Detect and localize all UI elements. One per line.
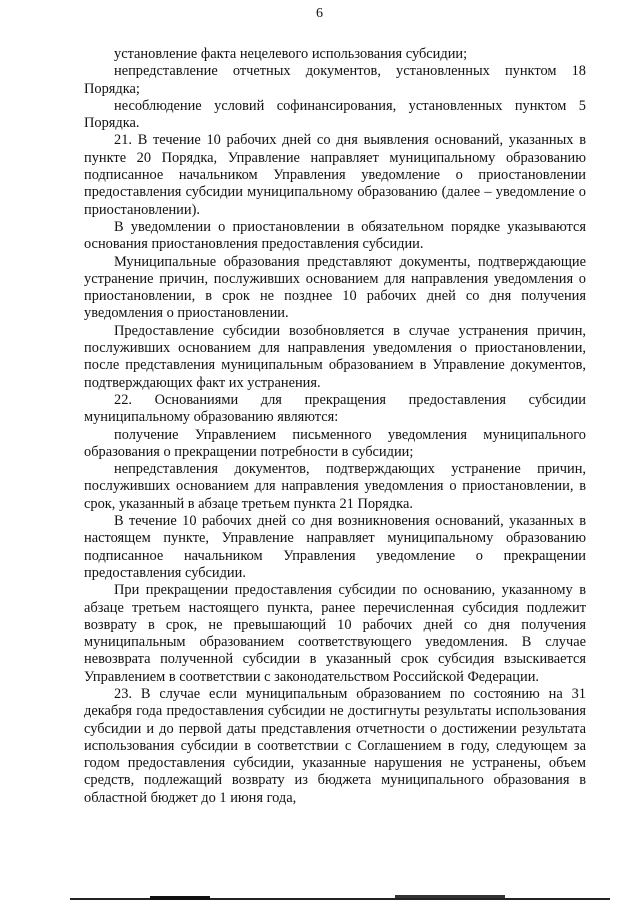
- document-body: [84, 46, 586, 807]
- paragraph-5: В уведомлении о приостановлении в обязательном порядке указываются основания приостановления предоставления субсидии.: [84, 218, 586, 253]
- scan-edge-mark-left: [150, 896, 210, 900]
- paragraph-7: Предоставление субсидии возобновляется в случае устранения причин, послуживших основанием для направления уведомления о приостановлении, после представления муниципальным образованием в Управление документов, подтверждающих факт их устранения.: [84, 322, 586, 391]
- paragraph-4: 21. В течение 10 рабочих дней со дня выявления оснований, указанных в пункте 20 Порядка, Управление направляет муниципальному образованию подписанное начальником Управления уведомление о приостановлении предоставления субсидии муниципальному образованию (далее – уведомление о приостановлении).: [84, 132, 586, 218]
- page-number: 6: [316, 6, 323, 21]
- paragraph-9: получение Управлением письменного уведомления муниципального образования о прекращении потребности в субсидии;: [84, 426, 586, 460]
- paragraph-1: установление факта нецелевого использования субсидии;: [114, 46, 468, 62]
- paragraph-13: 23. В случае если муниципальным образованием по состоянию на 31 декабря года предоставления субсидии не достигнуты результаты использования субсидии и до первой даты представления отчетности о достижении результата использования субсидии в соответствии с Соглашением в году, следующем за годом предоставления субсидии, указанные нарушения не устранены, объем средств, подлежащий возврату из бюджета муниципального образования в областной бюджет до 1 июня года,: [84, 685, 586, 806]
- scan-edge-mark-right: [395, 895, 505, 898]
- paragraph-8: 22. Основаниями для прекращения предоставления субсидии муниципальному образованию являются:: [84, 391, 586, 426]
- paragraph-12: При прекращении предоставления субсидии по основанию, указанному в абзаце третьем настоящего пункта, ранее перечисленная субсидия подлежит возврату в срок, не превышающий 10 рабочих дней со дня получения муниципальным образованием соответствующего уведомления. В случае невозврата полученной субсидии в указанный срок субсидия взыскивается Управлением в соответствии с законодательством Российской Федерации.: [84, 582, 586, 685]
- paragraph-3: несоблюдение условий софинансирования, установленных пунктом 5 Порядка.: [84, 97, 586, 132]
- paragraph-11: В течение 10 рабочих дней со дня возникновения оснований, указанных в настоящем пункте, Управление направляет муниципальному образованию подписанное начальником Управления уведомление о прекращении предоставления субсидии.: [84, 513, 586, 581]
- paragraph-6: Муниципальные образования представляют документы, подтверждающие устранение причин, послуживших основанием для направления уведомления о приостановлении, в срок не позднее 10 рабочих дней со дня получения уведомления о приостановлении.: [84, 253, 586, 322]
- paragraph-2: непредставление отчетных документов, установленных пунктом 18 Порядка;: [84, 63, 586, 97]
- paragraph-10: непредставления документов, подтверждающих устранение причин, послуживших основанием для направления уведомления о приостановлении, в срок, указанный в абзаце третьем пункта 21 Порядка.: [84, 461, 586, 512]
